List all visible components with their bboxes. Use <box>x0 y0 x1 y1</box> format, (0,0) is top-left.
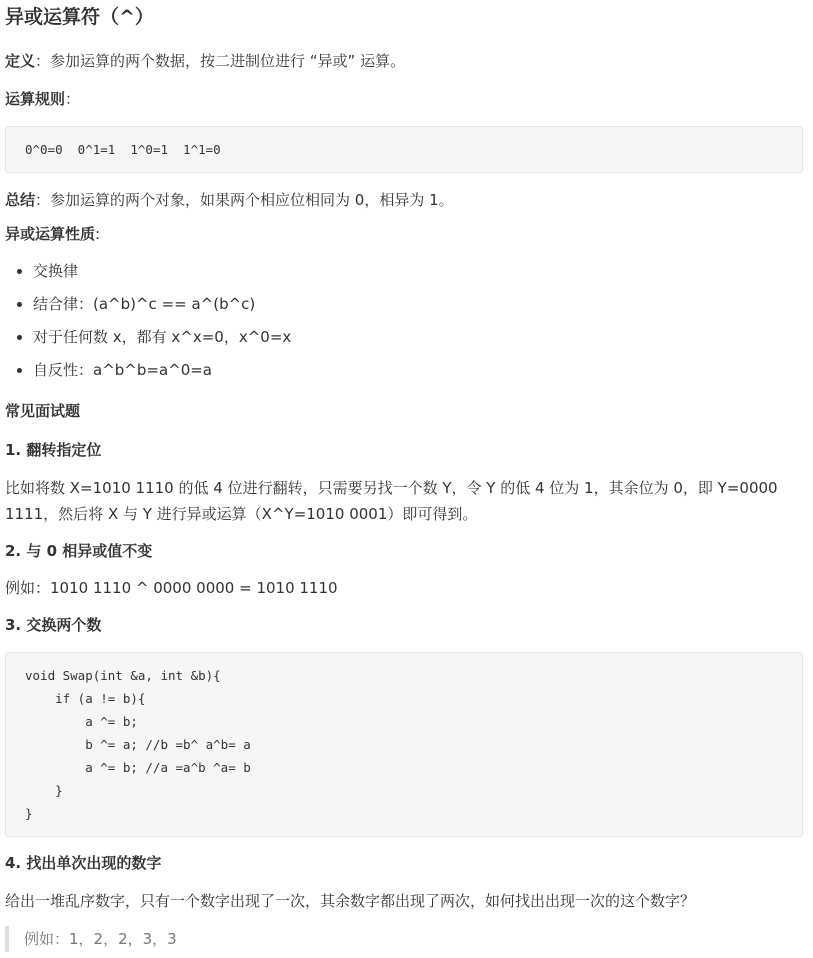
q2-heading: 2. 与 0 相异或值不变 <box>5 542 153 560</box>
list-item: • 结合律：(a^b)^c == a^(b^c) <box>33 288 803 321</box>
rules-code-block: 0^0=0 0^1=1 1^0=1 1^1=0 <box>5 126 803 173</box>
list-item: • 自反性：a^b^b=a^0=a <box>33 354 803 387</box>
list-item: • 对于任何数 x，都有 x^x=0，x^0=x <box>33 321 803 354</box>
definition-text: ：参加运算的两个数据，按二进制位进行 “异或” 运算。 <box>35 52 406 70</box>
q3-heading: 3. 交换两个数 <box>5 616 102 634</box>
q2-text: 例如：1010 1110 ^ 0000 0000 = 1010 1110 <box>5 579 338 597</box>
properties-heading <box>5 221 803 247</box>
summary-text: ：参加运算的两个对象，如果两个相应位相同为 0，相异为 1。 <box>35 191 454 209</box>
properties-colon: : <box>95 225 101 243</box>
definition-label: 定义 <box>5 52 36 70</box>
list-item: • 交换律 <box>33 255 803 288</box>
swap-code-block: void Swap(int &a, int &b){ if (a != b){ a ^= b; b ^= a; //b =b^ a^b= a a ^= b; //a =a^b ^a= b } } <box>5 652 803 837</box>
q4-example-quote: 例如：1，2，2，3，3 <box>5 926 803 952</box>
q1-text: 比如将数 X=1010 1110 的低 4 位进行翻转，只需要另找一个数 Y，令 Y 的低 4 位为 1，其余位为 0，即 Y=0000 1111，然后将 X 与 Y 进行异或运算（X^Y=1010 0001）即可得到。 <box>5 479 778 523</box>
summary-label: 总结 <box>5 191 36 209</box>
q4-text: 给出一堆乱序数字，只有一个数字出现了一次，其余数字都出现了两次，如何找出出现一次的这个数字？ <box>5 892 696 910</box>
q4-heading: 4. 找出单次出现的数字 <box>5 854 162 872</box>
rules-label: 运算规则 <box>5 90 66 108</box>
rules-heading <box>5 86 803 112</box>
summary-paragraph <box>5 187 803 213</box>
definition-paragraph <box>5 48 803 74</box>
interview-heading: 常见面试题 <box>5 402 81 420</box>
page-title: 异或运算符（^） <box>5 6 154 28</box>
rules-colon: ： <box>65 90 81 108</box>
properties-label: 异或运算性质 <box>5 225 96 243</box>
q1-heading: 1. 翻转指定位 <box>5 441 102 459</box>
properties-list <box>5 255 803 387</box>
